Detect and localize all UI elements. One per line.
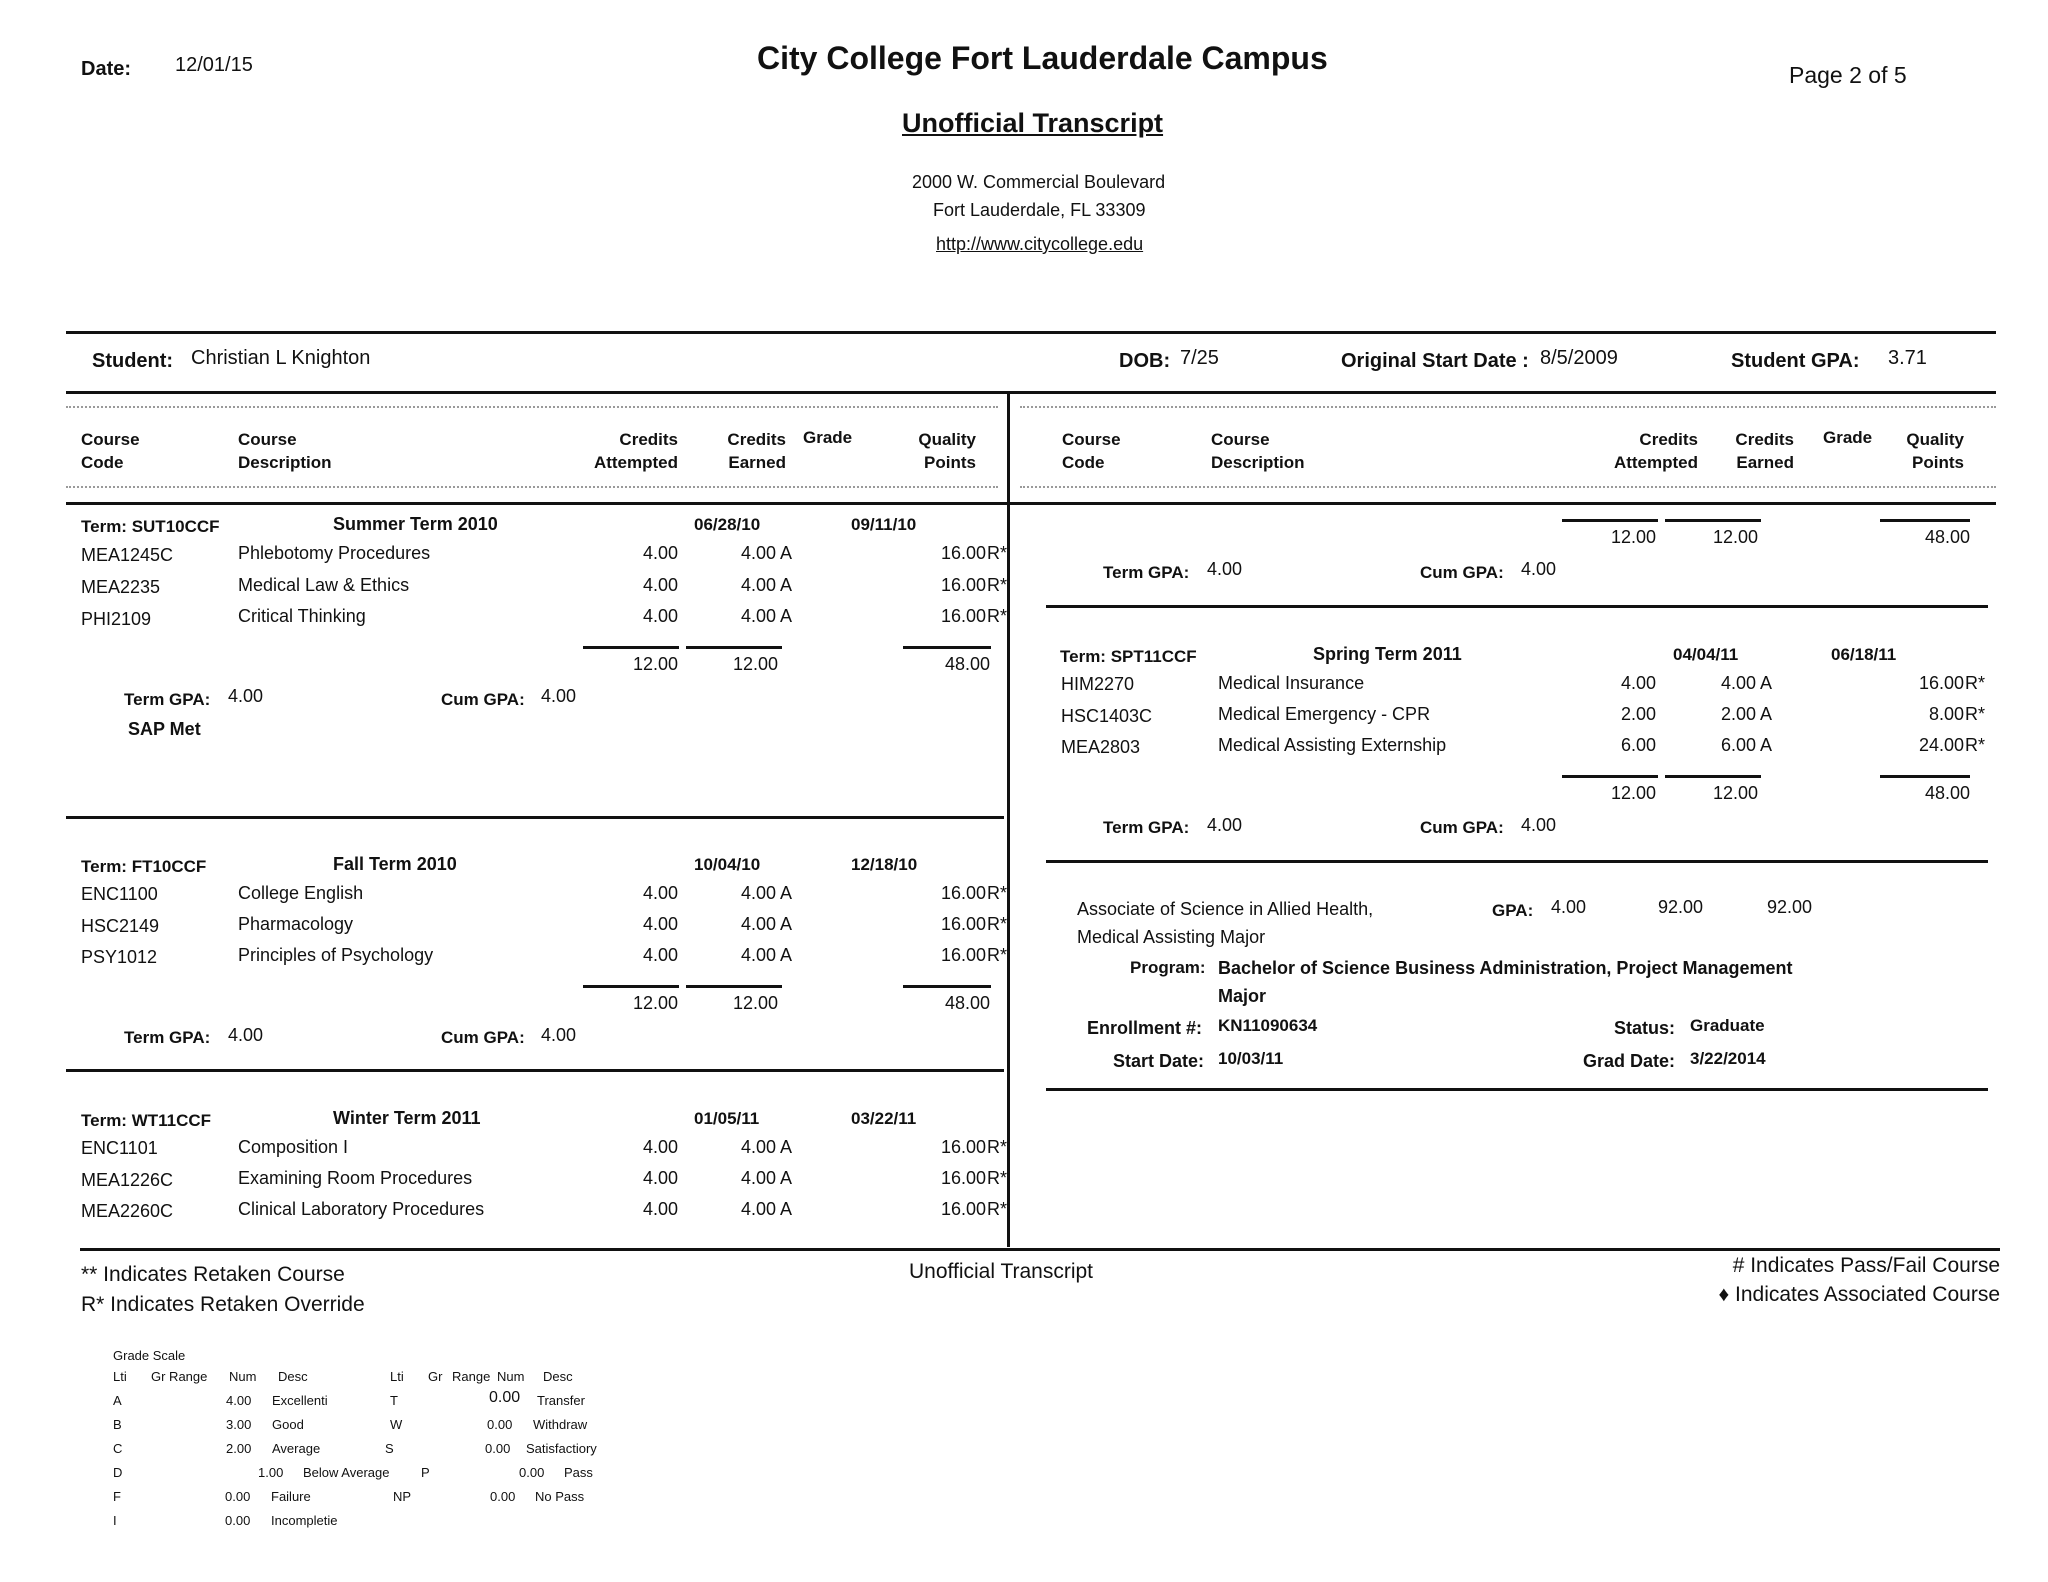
header-dotted-top-left: [66, 406, 998, 408]
course-code: PSY1012: [81, 947, 158, 967]
quality-points: 16.00: [940, 883, 986, 903]
col-credits-attempted-right: Credits Attempted: [1613, 430, 1698, 472]
cum-gpa-value: 4.00: [1521, 559, 1557, 579]
col-credits-earned: Credits Earned: [727, 430, 786, 472]
term-id: Term: SUT10CCF: [81, 517, 220, 536]
term-id: Term: FT10CCF: [81, 857, 207, 876]
header-dotted-bottom-left: [66, 486, 998, 488]
program-name-line-2: Major: [1218, 986, 1267, 1006]
program-name-line-1: Bachelor of Science Business Administration, Project Management: [1218, 958, 1793, 978]
term-separator: [1046, 860, 1988, 863]
grade-scale-header: Lti: [390, 1369, 404, 1384]
credits-earned-grade: 4.00 A: [741, 1168, 793, 1188]
cum-gpa-value: 4.00: [541, 686, 577, 706]
grade-letter: NP: [393, 1489, 412, 1504]
credits-earned-grade: 4.00 A: [741, 543, 793, 563]
grade-scale-header: Gr: [428, 1369, 443, 1384]
course-description: College English: [238, 883, 364, 903]
term-gpa-value: 4.00: [1207, 559, 1243, 579]
date-label: Date:: [81, 58, 132, 80]
credits-attempted: 4.00: [642, 1199, 678, 1219]
grade-desc: Transfer: [537, 1393, 585, 1408]
quality-points: 16.00: [940, 1168, 986, 1188]
grade-scale-header: Gr Range: [151, 1369, 208, 1384]
grade-num: 0.00: [519, 1465, 545, 1480]
total-quality-points: 48.00: [1924, 527, 1970, 547]
grad-date-value: 3/22/2014: [1690, 1049, 1766, 1068]
term-separator: [1046, 605, 1988, 608]
col-course-description: Course Description: [238, 430, 332, 472]
grade-num: 0.00: [490, 1489, 516, 1504]
col-course-description-right: Course Description: [1211, 430, 1305, 472]
course-code: ENC1100: [81, 884, 158, 904]
credits-attempted: 4.00: [642, 606, 678, 626]
page-number: Page 2 of 5: [1789, 62, 1907, 88]
total-rule-attempted: [583, 646, 679, 649]
course-code: HSC2149: [81, 916, 160, 936]
grade-desc: Below Average: [303, 1465, 390, 1480]
total-rule-quality: [903, 646, 991, 649]
retake-flag: R*: [987, 1137, 1008, 1157]
col-credits-attempted: Credits Attempted: [593, 430, 678, 472]
term-end-date: 09/11/10: [851, 515, 917, 534]
grade-desc: Satisfactiory: [526, 1441, 597, 1456]
retake-flag: R*: [987, 606, 1008, 626]
quality-points: 16.00: [940, 945, 986, 965]
grade-desc: Pass: [564, 1465, 593, 1480]
quality-points: 24.00: [1918, 735, 1964, 755]
term-id: Term: SPT11CCF: [1060, 647, 1197, 666]
course-code: HIM2270: [1061, 674, 1135, 694]
course-code: MEA1226C: [81, 1170, 174, 1190]
enrollment-number: KN11090634: [1218, 1016, 1318, 1035]
total-earned: 12.00: [1712, 527, 1758, 547]
credits-earned-grade: 4.00 A: [741, 606, 793, 626]
credits-earned-grade: 4.00 A: [741, 945, 793, 965]
status-value: Graduate: [1690, 1016, 1765, 1035]
term-end-date: 06/18/11: [1831, 645, 1897, 664]
student-bar-bottom-rule: [66, 391, 1996, 394]
grade-desc: Incompletie: [271, 1513, 338, 1528]
grade-scale-header: Lti: [113, 1369, 127, 1384]
address-line-2: Fort Lauderdale, FL 33309: [933, 200, 1146, 220]
col-quality-points: Quality Points: [918, 430, 976, 472]
credits-earned-grade: 6.00 A: [1721, 735, 1773, 755]
grade-num: 0.00: [225, 1489, 251, 1504]
total-earned: 12.00: [1712, 783, 1758, 803]
dob-value: 7/25: [1180, 347, 1219, 369]
term-id: Term: WT11CCF: [81, 1111, 212, 1130]
term-gpa-label: Term GPA:: [124, 1028, 211, 1047]
retake-flag: R*: [1965, 735, 1986, 755]
grade-num: 0.00: [485, 1441, 511, 1456]
total-rule-earned: [686, 646, 782, 649]
grade-num: 4.00: [226, 1393, 252, 1408]
original-start-label: Original Start Date :: [1341, 350, 1529, 372]
term-gpa-value: 4.00: [1207, 815, 1243, 835]
grade-num: 0.00: [225, 1513, 251, 1528]
total-rule-earned: [1665, 519, 1761, 522]
grade-num: 1.00: [258, 1465, 284, 1480]
retake-flag: R*: [987, 1168, 1008, 1188]
col-grade-right: Grade: [1823, 428, 1873, 447]
grade-desc: Withdraw: [533, 1417, 588, 1432]
grade-letter: B: [113, 1417, 122, 1432]
course-description: Pharmacology: [238, 914, 354, 934]
total-rule-quality: [903, 985, 991, 988]
grade-desc: No Pass: [535, 1489, 585, 1504]
quality-points: 16.00: [940, 1137, 986, 1157]
course-code: MEA1245C: [81, 545, 174, 565]
associated-course-legend: ♦ Indicates Associated Course: [1718, 1283, 2000, 1306]
grade-scale-header: Desc: [278, 1369, 308, 1384]
total-attempted: 12.00: [1610, 783, 1656, 803]
credits-earned-grade: 4.00 A: [1721, 673, 1773, 693]
grade-letter: C: [113, 1441, 123, 1456]
college-name: City College Fort Lauderdale Campus: [757, 40, 1328, 76]
term-start-date: 01/05/11: [694, 1109, 760, 1128]
cum-gpa-value: 4.00: [541, 1025, 577, 1045]
college-url[interactable]: http://www.citycollege.edu: [936, 234, 1144, 254]
grade-letter: I: [113, 1513, 117, 1528]
total-attempted: 12.00: [1610, 527, 1656, 547]
total-quality-points: 48.00: [944, 654, 990, 674]
footer-top-rule: [80, 1248, 2000, 1251]
sap-status: SAP Met: [128, 719, 201, 739]
total-rule-attempted: [583, 985, 679, 988]
term-name: Summer Term 2010: [333, 514, 498, 534]
grade-scale-header: Num: [497, 1369, 525, 1384]
program-start-label: Start Date:: [1113, 1051, 1205, 1071]
dob-label: DOB:: [1119, 350, 1171, 372]
term-gpa-value: 4.00: [228, 1025, 264, 1045]
grade-letter: S: [385, 1441, 394, 1456]
student-gpa-label: Student GPA:: [1731, 350, 1860, 372]
course-code: MEA2803: [1061, 737, 1141, 757]
course-description: Medical Insurance: [1218, 673, 1365, 693]
term-name: Spring Term 2011: [1313, 644, 1462, 664]
col-grade: Grade: [803, 428, 853, 447]
credits-attempted: 4.00: [642, 1168, 678, 1188]
course-description: Medical Emergency - CPR: [1218, 704, 1431, 724]
grade-desc: Average: [272, 1441, 321, 1456]
retake-flag: R*: [987, 914, 1008, 934]
document-title: Unofficial Transcript: [902, 108, 1164, 138]
course-code: MEA2260C: [81, 1201, 174, 1221]
degree-credits-earned: 92.00: [1767, 897, 1813, 917]
address-line-1: 2000 W. Commercial Boulevard: [912, 172, 1166, 192]
cum-gpa-label: Cum GPA:: [1420, 818, 1504, 837]
header-bottom-rule: [66, 502, 1996, 505]
retake-flag: R*: [1965, 673, 1986, 693]
grade-scale-header: Range: [452, 1369, 491, 1384]
course-description: Medical Assisting Externship: [1218, 735, 1447, 755]
quality-points: 16.00: [1918, 673, 1964, 693]
grade-desc: Good: [272, 1417, 304, 1432]
degree-line-1: Associate of Science in Allied Health,: [1077, 899, 1374, 919]
total-quality-points: 48.00: [1924, 783, 1970, 803]
student-bar-top-rule: [66, 331, 1996, 334]
total-earned: 12.00: [732, 654, 778, 674]
degree-credits-attempted: 92.00: [1658, 897, 1704, 917]
header-dotted-bottom-right: [1020, 486, 1996, 488]
grade-desc: Excellenti: [272, 1393, 328, 1408]
grade-scale-header: Desc: [543, 1369, 573, 1384]
credits-attempted: 6.00: [1620, 735, 1656, 755]
total-attempted: 12.00: [632, 993, 678, 1013]
quality-points: 16.00: [940, 606, 986, 626]
term-gpa-label: Term GPA:: [1103, 818, 1190, 837]
course-description: Medical Law & Ethics: [238, 575, 410, 595]
course-description: Phlebotomy Procedures: [238, 543, 431, 563]
credits-attempted: 4.00: [642, 945, 678, 965]
pass-fail-legend: # Indicates Pass/Fail Course: [1732, 1254, 2000, 1277]
credits-attempted: 4.00: [642, 883, 678, 903]
total-rule-attempted: [1562, 519, 1658, 522]
student-name: Christian L Knighton: [191, 347, 371, 369]
term-name: Fall Term 2010: [333, 854, 457, 874]
course-code: HSC1403C: [1061, 706, 1153, 726]
total-rule-quality: [1880, 775, 1970, 778]
total-earned: 12.00: [732, 993, 778, 1013]
retake-flag: R*: [987, 1199, 1008, 1219]
col-credits-earned-right: Credits Earned: [1735, 430, 1794, 472]
quality-points: 16.00: [940, 914, 986, 934]
total-rule-earned: [686, 985, 782, 988]
credits-attempted: 4.00: [642, 914, 678, 934]
program-start-value: 10/03/11: [1218, 1049, 1284, 1068]
column-divider: [1007, 393, 1010, 1247]
credits-attempted: 4.00: [642, 543, 678, 563]
col-quality-points-right: Quality Points: [1906, 430, 1964, 472]
degree-gpa-value: 4.00: [1551, 897, 1587, 917]
term-name: Winter Term 2011: [333, 1108, 481, 1128]
term-start-date: 10/04/10: [694, 855, 761, 874]
quality-points: 16.00: [940, 575, 986, 595]
credits-earned-grade: 4.00 A: [741, 575, 793, 595]
status-label: Status:: [1614, 1018, 1676, 1038]
quality-points: 16.00: [940, 1199, 986, 1219]
degree-gpa-label: GPA:: [1492, 901, 1534, 920]
student-label: Student:: [92, 350, 174, 372]
cum-gpa-label: Cum GPA:: [441, 1028, 525, 1047]
course-code: ENC1101: [81, 1138, 158, 1158]
course-description: Clinical Laboratory Procedures: [238, 1199, 485, 1219]
credits-earned-grade: 2.00 A: [1721, 704, 1773, 724]
retake-flag: R*: [987, 945, 1008, 965]
grade-desc: Failure: [271, 1489, 311, 1504]
term-end-date: 12/18/10: [851, 855, 918, 874]
grade-scale-header: Num: [229, 1369, 257, 1384]
grade-letter: T: [390, 1393, 398, 1408]
credits-attempted: 4.00: [642, 575, 678, 595]
quality-points: 16.00: [940, 543, 986, 563]
credits-earned-grade: 4.00 A: [741, 1137, 793, 1157]
grad-date-label: Grad Date:: [1583, 1051, 1676, 1071]
col-course-code-right: Course Code: [1062, 430, 1121, 472]
course-description: Composition I: [238, 1137, 349, 1157]
col-course-code: Course Code: [81, 430, 140, 472]
term-start-date: 06/28/10: [694, 515, 761, 534]
cum-gpa-label: Cum GPA:: [441, 690, 525, 709]
term-end-date: 03/22/11: [851, 1109, 917, 1128]
retaken-course-legend: ** Indicates Retaken Course: [81, 1263, 345, 1286]
course-code: MEA2235: [81, 577, 161, 597]
grade-letter: W: [390, 1417, 403, 1432]
retake-flag: R*: [987, 575, 1008, 595]
term-separator: [66, 816, 1004, 819]
quality-points: 8.00: [1928, 704, 1964, 724]
credits-earned-grade: 4.00 A: [741, 1199, 793, 1219]
term-start-date: 04/04/11: [1673, 645, 1739, 664]
total-rule-attempted: [1562, 775, 1658, 778]
total-rule-earned: [1665, 775, 1761, 778]
header-dotted-top-right: [1020, 406, 1996, 408]
credits-earned-grade: 4.00 A: [741, 914, 793, 934]
grade-scale-title: Grade Scale: [113, 1348, 186, 1363]
grade-num: 0.00: [487, 1417, 513, 1432]
credits-attempted: 2.00: [1620, 704, 1656, 724]
date-value: 12/01/15: [175, 54, 253, 76]
grade-letter: D: [113, 1465, 123, 1480]
retaken-override-legend: R* Indicates Retaken Override: [81, 1293, 365, 1316]
retake-flag: R*: [987, 543, 1008, 563]
total-quality-points: 48.00: [944, 993, 990, 1013]
degree-line-2: Medical Assisting Major: [1077, 927, 1266, 947]
grade-letter: P: [421, 1465, 430, 1480]
program-bottom-rule: [1046, 1088, 1988, 1091]
grade-num: 3.00: [226, 1417, 252, 1432]
total-rule-quality: [1880, 519, 1970, 522]
course-code: PHI2109: [81, 609, 152, 629]
original-start-value: 8/5/2009: [1540, 347, 1618, 369]
grade-num: 2.00: [226, 1441, 252, 1456]
credits-earned-grade: 4.00 A: [741, 883, 793, 903]
retake-flag: R*: [987, 883, 1008, 903]
student-gpa-value: 3.71: [1888, 347, 1927, 369]
grade-letter: F: [113, 1489, 121, 1504]
enrollment-label: Enrollment #:: [1087, 1018, 1203, 1038]
total-attempted: 12.00: [632, 654, 678, 674]
course-description: Principles of Psychology: [238, 945, 434, 965]
program-label: Program:: [1130, 958, 1206, 977]
credits-attempted: 4.00: [642, 1137, 678, 1157]
term-gpa-label: Term GPA:: [124, 690, 211, 709]
retake-flag: R*: [1965, 704, 1986, 724]
term-separator: [66, 1069, 1004, 1072]
credits-attempted: 4.00: [1620, 673, 1656, 693]
term-gpa-label: Term GPA:: [1103, 563, 1190, 582]
grade-num: 0.00: [489, 1389, 521, 1406]
footer-document-title: Unofficial Transcript: [909, 1260, 1094, 1283]
grade-letter: A: [113, 1393, 122, 1408]
cum-gpa-value: 4.00: [1521, 815, 1557, 835]
course-description: Critical Thinking: [238, 606, 366, 626]
term-gpa-value: 4.00: [228, 686, 264, 706]
cum-gpa-label: Cum GPA:: [1420, 563, 1504, 582]
course-description: Examining Room Procedures: [238, 1168, 473, 1188]
